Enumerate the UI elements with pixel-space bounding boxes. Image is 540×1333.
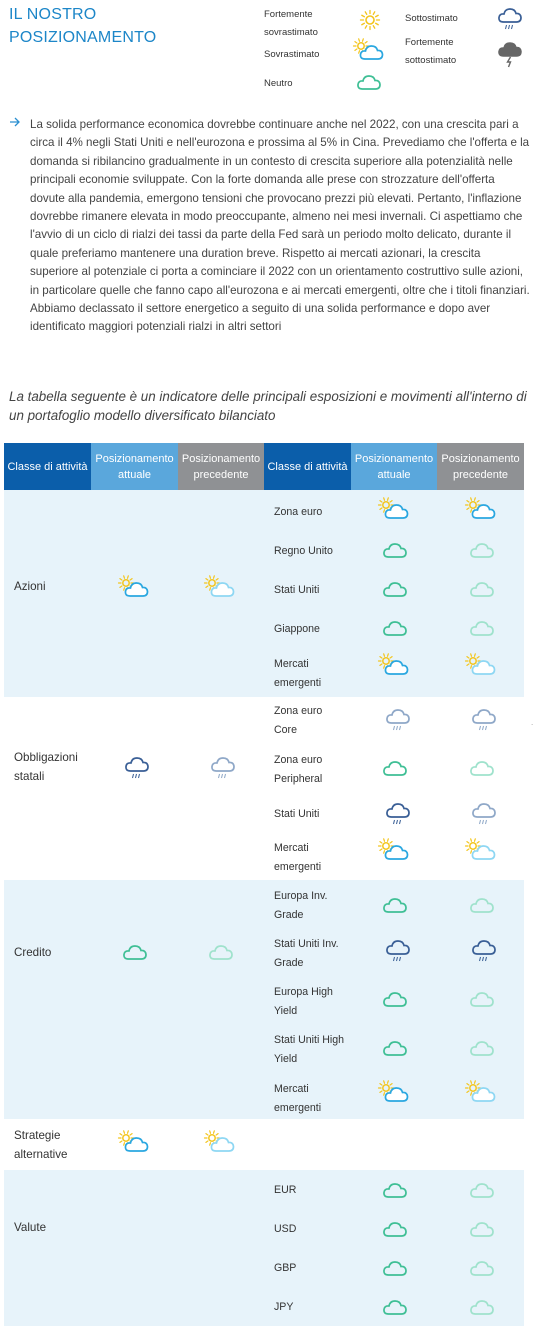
cloud-icon xyxy=(356,70,382,97)
previous-position-icon xyxy=(469,756,495,783)
previous-position-icon xyxy=(464,1080,496,1109)
current-position-icon xyxy=(382,1178,408,1205)
header-current: Posizionamento attuale xyxy=(91,443,178,490)
group-label: Valute xyxy=(14,1221,47,1234)
current-position-icon xyxy=(377,838,409,867)
previous-position-icon xyxy=(469,1295,495,1322)
group-currencies xyxy=(4,1170,524,1326)
previous-position-icon xyxy=(469,893,495,920)
previous-position-icon xyxy=(469,1036,495,1063)
page-title xyxy=(9,3,209,49)
group-credit xyxy=(4,880,524,1119)
previous-position-icon xyxy=(469,1217,495,1244)
rain-cloud-icon xyxy=(497,6,523,37)
previous-position-icon xyxy=(208,940,234,967)
legend-label-strong-over: Fortemente sovrastimato xyxy=(264,9,318,38)
row-label: Stati Uniti Inv. Grade xyxy=(274,938,339,969)
previous-position-icon xyxy=(469,616,495,643)
current-position-icon xyxy=(117,575,149,604)
current-position-icon xyxy=(385,938,411,969)
header-previous-sub: Posizionamento precedente xyxy=(437,443,524,490)
group-govt-bonds xyxy=(4,697,524,880)
current-position-icon xyxy=(382,538,408,565)
current-position-icon xyxy=(382,987,408,1014)
previous-position-icon xyxy=(469,987,495,1014)
legend-label-strong-under: Fortemente sottostimato xyxy=(405,37,457,66)
previous-position-icon xyxy=(469,1178,495,1205)
previous-position-icon xyxy=(469,538,495,565)
row-label: USD xyxy=(274,1223,297,1235)
group-equities xyxy=(4,490,524,697)
sun-icon xyxy=(358,8,382,37)
row-label: JPY xyxy=(274,1301,294,1313)
storm-cloud-icon xyxy=(497,40,523,73)
current-position-icon xyxy=(382,1256,408,1283)
header-asset-class: Classe di attività xyxy=(4,443,91,490)
legend-label-neutral: Neutro xyxy=(264,78,293,89)
header-asset-class-sub: Classe di attività xyxy=(264,443,351,490)
row-label: Mercati emergenti xyxy=(274,1083,322,1114)
edge-dot: . xyxy=(531,718,534,727)
row-label: GBP xyxy=(274,1262,297,1274)
page-title-line1: IL NOSTRO xyxy=(9,6,97,23)
row-label: Europa High Yield xyxy=(274,986,333,1017)
sun-cloud-icon xyxy=(352,38,384,67)
current-position-icon xyxy=(382,577,408,604)
header-previous: Posizionamento precedente xyxy=(178,443,264,490)
header-current-sub: Posizionamento attuale xyxy=(351,443,437,490)
current-position-icon xyxy=(385,801,411,832)
previous-position-icon xyxy=(464,838,496,867)
row-label: Zona euro Core xyxy=(274,705,323,736)
current-position-icon xyxy=(377,1080,409,1109)
row-label: Giappone xyxy=(274,623,320,635)
previous-position-icon xyxy=(464,497,496,526)
legend-label-under: Sottostimato xyxy=(405,13,458,24)
current-position-icon xyxy=(382,1217,408,1244)
row-label: EUR xyxy=(274,1184,297,1196)
previous-position-icon xyxy=(210,755,236,786)
table-header xyxy=(4,443,524,490)
current-position-icon xyxy=(382,756,408,783)
previous-position-icon xyxy=(203,575,235,604)
group-label: Strategie alternative xyxy=(14,1129,68,1161)
current-position-icon xyxy=(124,755,150,786)
row-label: Zona euro xyxy=(274,506,323,518)
row-label: Mercati emergenti xyxy=(274,658,322,689)
row-label: Regno Unito xyxy=(274,545,333,557)
row-label: Stati Uniti xyxy=(274,584,320,596)
legend-label-over: Sovrastimato xyxy=(264,49,320,60)
arrow-right-icon xyxy=(9,116,21,128)
previous-position-icon xyxy=(471,938,497,969)
previous-position-icon xyxy=(471,801,497,832)
group-label: Obbligazioni statali xyxy=(14,751,78,783)
current-position-icon xyxy=(377,653,409,682)
group-alternatives xyxy=(4,1119,524,1170)
intro-paragraph: La solida performance economica dovrebbe continuare anche nel 2022, con una crescita pari a circa il 4% negli Stati Uniti e nell'eurozona e prossima al 5% in Cina. Prevediamo che l'offerta e la domanda si ribilancino gradualmente in un contesto di crescita superiore alla potenzialità nelle principali economie sviluppate. Con la forte domanda alle prese con strozzature dell'offerta dovute alla pandemia, emergono tensioni che provocano prezzi più elevati. Pertanto, l'inflazione dovrebbe rimanere elevata in modo preoccupante, almeno nei mesi invernali. Ci aspettiamo che l'avvio di un ciclo di rialzi dei tassi da parte della Fed sarà un periodo molto delicato, durante il quale preferiamo mantenere una duration breve. Rispetto ai mercati azionari, la crescita superiore al potenziale ci porta a cominciare il 2022 con un orientamento costruttivo sulle azioni, in particolare quelle che fanno capo all'eurozona e ai mercati emergenti, oltre che i titoli finanziari. Abbiamo declassato il settore energetico a seguito di una solida performance e dopo aver identificato maggiori potenziali rialzi in altri settori xyxy=(30,118,530,334)
row-label: Zona euro Peripheral xyxy=(274,754,323,785)
row-label: Stati Uniti High Yield xyxy=(274,1034,345,1065)
table-subtitle: La tabella seguente è un indicatore delle principali esposizioni e movimenti all'interno di un portafoglio modello diversificato bilanciato xyxy=(9,389,527,423)
current-position-icon xyxy=(382,616,408,643)
page-title-line2: POSIZIONAMENTO xyxy=(9,29,157,46)
current-position-icon xyxy=(382,1295,408,1322)
group-label: Credito xyxy=(14,946,52,959)
current-position-icon xyxy=(385,707,411,738)
previous-position-icon xyxy=(203,1130,235,1159)
positioning-table xyxy=(4,443,524,1313)
row-label: Europa Inv. Grade xyxy=(274,890,328,921)
previous-position-icon xyxy=(464,653,496,682)
row-label: Stati Uniti xyxy=(274,808,320,820)
current-position-icon xyxy=(377,497,409,526)
previous-position-icon xyxy=(469,577,495,604)
current-position-icon xyxy=(117,1130,149,1159)
row-label: Mercati emergenti xyxy=(274,842,322,873)
group-label: Azioni xyxy=(14,580,46,593)
current-position-icon xyxy=(382,1036,408,1063)
current-position-icon xyxy=(382,893,408,920)
previous-position-icon xyxy=(469,1256,495,1283)
current-position-icon xyxy=(122,940,148,967)
previous-position-icon xyxy=(471,707,497,738)
